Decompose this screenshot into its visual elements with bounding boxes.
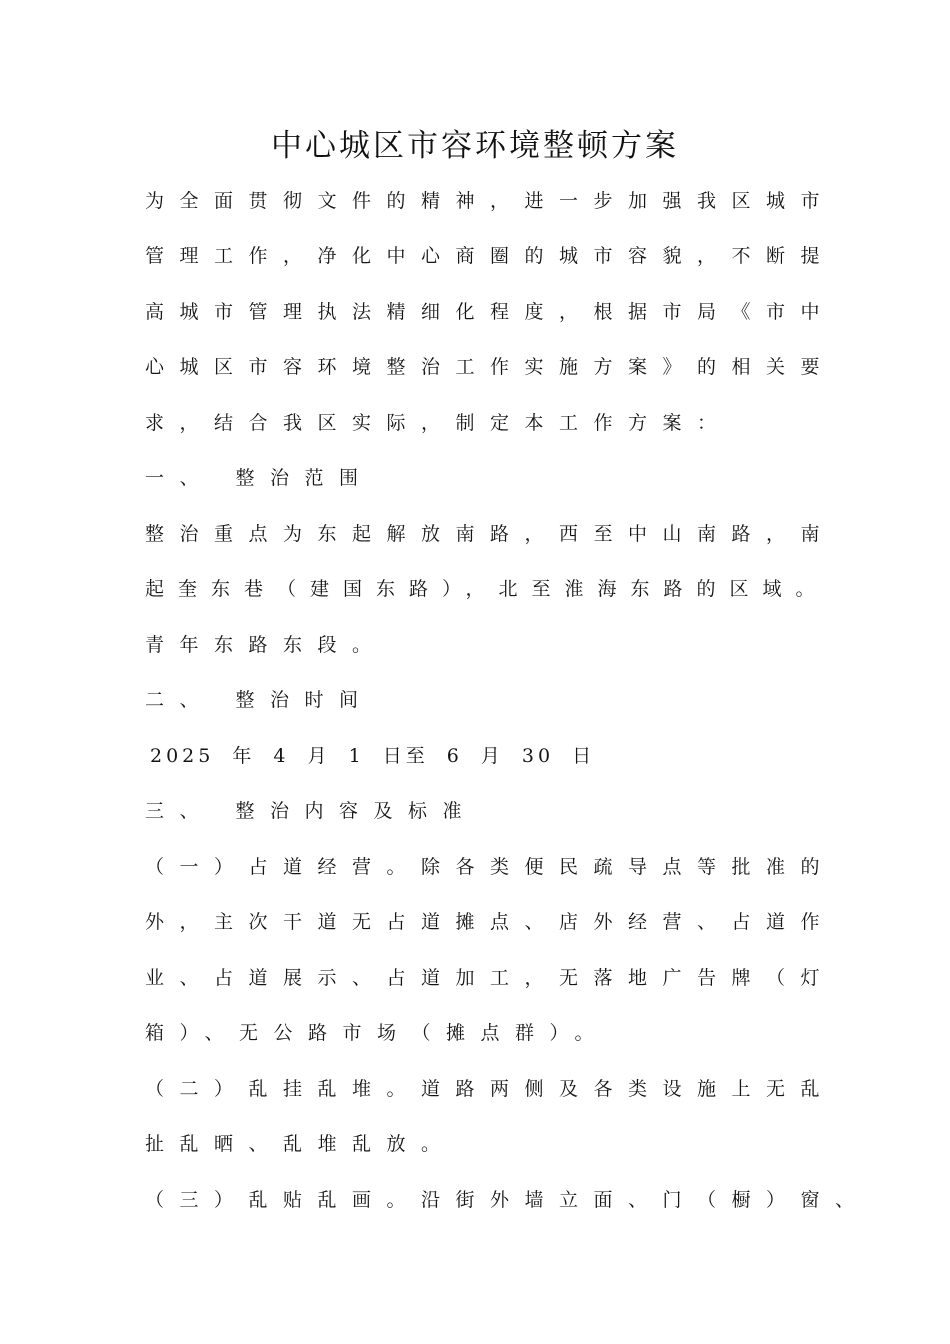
- body-line: 求，结合我区实际，制定本工作方案：: [145, 412, 732, 434]
- body-line: （三）乱贴乱画。沿街外墙立面、门（橱）窗、: [145, 1189, 870, 1211]
- body-line: 起奎东巷（建国东路），北至淮海东路的区域。: [145, 578, 829, 600]
- date-range-line: 2025 年 4 月 1 日至 6 月 30 日: [150, 745, 596, 767]
- body-line: （二）乱挂乱堆。道路两侧及各类设施上无乱: [145, 1078, 836, 1100]
- body-line: 管理工作，净化中心商圈的城市容貌，不断提: [145, 245, 836, 267]
- body-line: 扯乱晒、乱堆乱放。: [145, 1133, 456, 1155]
- section-heading: 二、 整治时间: [145, 689, 374, 711]
- body-line: 青年东路东段。: [145, 634, 387, 656]
- body-line: 外，主次干道无占道摊点、店外经营、占道作: [145, 911, 836, 933]
- section-heading: 三、 整治内容及标准: [145, 800, 478, 822]
- section-heading: 一、 整治范围: [145, 467, 374, 489]
- document-title: 中心城区市容环境整顿方案: [271, 128, 679, 164]
- body-line: 整治重点为东起解放南路，西至中山南路，南: [145, 523, 836, 545]
- body-line: 高城市管理执法精细化程度，根据市局《市中: [145, 301, 836, 323]
- body-line: （一）占道经营。除各类便民疏导点等批准的: [145, 856, 836, 878]
- body-line: 业、占道展示、占道加工，无落地广告牌（灯: [145, 967, 836, 989]
- body-line: 为全面贯彻文件的精神，进一步加强我区城市: [145, 190, 836, 212]
- body-line: 箱）、无公路市场（摊点群）。: [145, 1022, 610, 1044]
- body-line: 心城区市容环境整治工作实施方案》的相关要: [145, 356, 836, 378]
